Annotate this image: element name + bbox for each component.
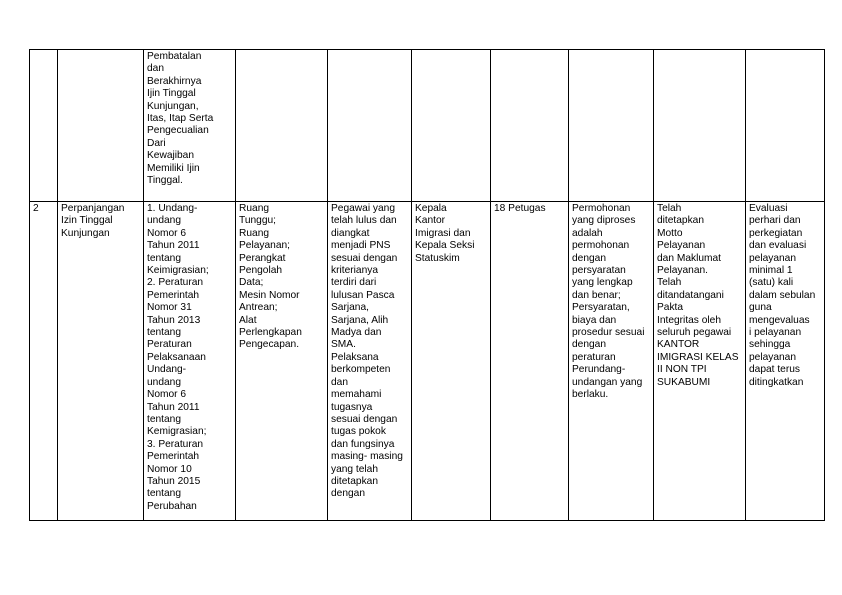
cell-legal-basis: 1. Undang- undang Nomor 6 Tahun 2011 tentang Keimigrasian; 2. Peraturan Pemerintah Nomor 31 Tahun 2013 tentang Peraturan Pelaksanaan Undang- undang Nomor 6 Tahun 2011 tentang Kemigrasian; 3. Peraturan Pemerintah Nomor 10 Tahun 2015 tentang Perubahan: [144, 202, 236, 521]
cell-facilities: Ruang Tunggu; Ruang Pelayanan; Perangkat Pengolah Data; Mesin Nomor Antrean; Alat Perlengkapan Pengecapan.: [236, 202, 328, 521]
cell-no: 2: [30, 202, 58, 521]
cell-supervision: Kepala Kantor Imigrasi dan Kepala Seksi Statuskim: [412, 202, 491, 521]
service-standard-table: [29, 49, 825, 521]
cell-service-name: [58, 50, 144, 202]
cell-facilities: [236, 50, 328, 202]
cell-evaluation: Evaluasi perhari dan perkegiatan dan evaluasi pelayanan minimal 1 (satu) kali dalam sebulan guna mengevaluas i pelayanan sehingga pelayanan dapat terus ditingkatkan: [746, 202, 825, 521]
cell-staff-count: [491, 50, 569, 202]
cell-staff-competency: [328, 50, 412, 202]
cell-supervision: [412, 50, 491, 202]
cell-security-guarantee: [654, 50, 746, 202]
cell-staff-competency: Pegawai yang telah lulus dan diangkat menjadi PNS sesuai dengan kriterianya terdiri dari lulusan Pasca Sarjana, Sarjana, Alih Madya dan SMA. Pelaksana berkompeten dan memahami tugasnya sesuai dengan tugas pokok dan fungsinya masing- masing yang telah ditetapkan dengan: [328, 202, 412, 521]
cell-quality-assurance: [569, 50, 654, 202]
cell-security-guarantee: Telah ditetapkan Motto Pelayanan dan Maklumat Pelayanan. Telah ditandatangani Pakta Integritas oleh seluruh pegawai KANTOR IMIGRASI KELAS II NON TPI SUKABUMI: [654, 202, 746, 521]
table-row: [30, 50, 825, 202]
cell-quality-assurance: Permohonan yang diproses adalah permohonan dengan persyaratan yang lengkap dan benar; Persyaratan, biaya dan prosedur sesuai dengan peraturan Perundang- undangan yang berlaku.: [569, 202, 654, 521]
cell-legal-basis: Pembatalan dan Berakhirnya Ijin Tinggal Kunjungan, Itas, Itap Serta Pengecualian Dari Kewajiban Memiliki Ijin Tinggal.: [144, 50, 236, 202]
table-row: [30, 202, 825, 521]
cell-evaluation: [746, 50, 825, 202]
cell-staff-count: 18 Petugas: [491, 202, 569, 521]
cell-no: [30, 50, 58, 202]
cell-service-name: Perpanjangan Izin Tinggal Kunjungan: [58, 202, 144, 521]
